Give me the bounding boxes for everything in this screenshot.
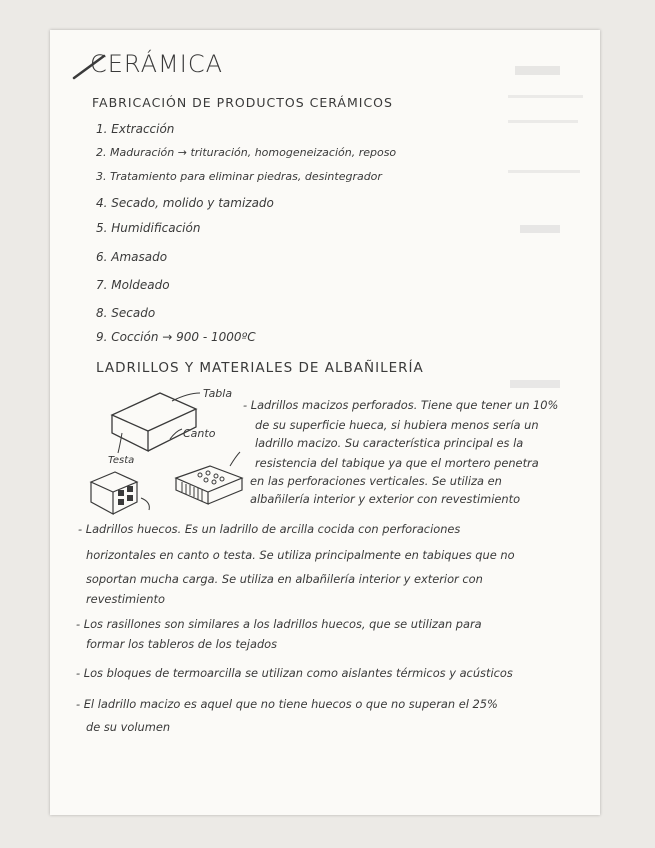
para-bloques-line-1: - Los bloques de termoarcilla se utilizan como aislantes térmicos y acústicos: [76, 666, 513, 680]
para-perforados-line-6: albañilería interior y exterior con revestimiento: [250, 492, 521, 506]
bleed-through-marks: [500, 60, 590, 480]
step-1: 1. Extracción: [96, 122, 175, 136]
step-4: 4. Secado, molido y tamizado: [96, 196, 274, 210]
para-perforados-line-1: - Ladrillos macizos perforados. Tiene que tener un 10%: [243, 398, 559, 412]
para-huecos-line-4: revestimiento: [86, 592, 165, 606]
step-9: 9. Cocción → 900 - 1000ºC: [96, 330, 256, 344]
step-7: 7. Moldeado: [96, 278, 170, 292]
title-underline-stroke: [70, 52, 110, 82]
section-heading-ladrillos: LADRILLOS Y MATERIALES DE ALBAÑILERÍA: [96, 360, 424, 376]
step-6: 6. Amasado: [96, 250, 168, 264]
diagram-label-testa: Testa: [108, 455, 135, 466]
step-8: 8. Secado: [96, 306, 156, 320]
diagram-label-canto: Canto: [183, 427, 216, 440]
para-huecos-line-1: - Ladrillos huecos. Es un ladrillo de arcilla cocida con perforaciones: [78, 522, 461, 536]
step-3: 3. Tratamiento para eliminar piedras, desintegrador: [96, 170, 382, 183]
para-rasillones-line-2: formar los tableros de los tejados: [86, 637, 278, 651]
step-2: 2. Maduración → trituración, homogeneización, reposo: [96, 146, 397, 159]
para-huecos-line-3: soportan mucha carga. Se utiliza en albañilería interior y exterior con: [86, 572, 483, 586]
para-huecos-line-2: horizontales en canto o testa. Se utiliza principalmente en tabiques que no: [86, 548, 515, 562]
para-perforados-line-2: de su superficie hueca, si hubiera menos sería un: [255, 418, 539, 432]
para-macizo-line-2: de su volumen: [86, 720, 171, 734]
hollow-brick-diagram: [85, 470, 155, 520]
step-5: 5. Humidificación: [96, 221, 201, 235]
para-perforados-line-3: ladrillo macizo. Su característica principal es la: [255, 436, 524, 450]
para-rasillones-line-1: - Los rasillones son similares a los ladrillos huecos, que se utilizan para: [76, 617, 482, 631]
para-perforados-line-5: en las perforaciones verticales. Se utiliza en: [250, 474, 502, 488]
para-perforados-line-4: resistencia del tabique ya que el mortero penetra: [255, 456, 539, 470]
page-title: CERÁMICA: [90, 50, 224, 78]
perforated-brick-diagram: [170, 462, 250, 512]
diagram-label-tabla: Tabla: [203, 387, 233, 400]
para-macizo-line-1: - El ladrillo macizo es aquel que no tiene huecos o que no superan el 25%: [76, 697, 498, 711]
section-heading-fabricacion: FABRICACIÓN DE PRODUCTOS CERÁMICOS: [92, 95, 393, 110]
